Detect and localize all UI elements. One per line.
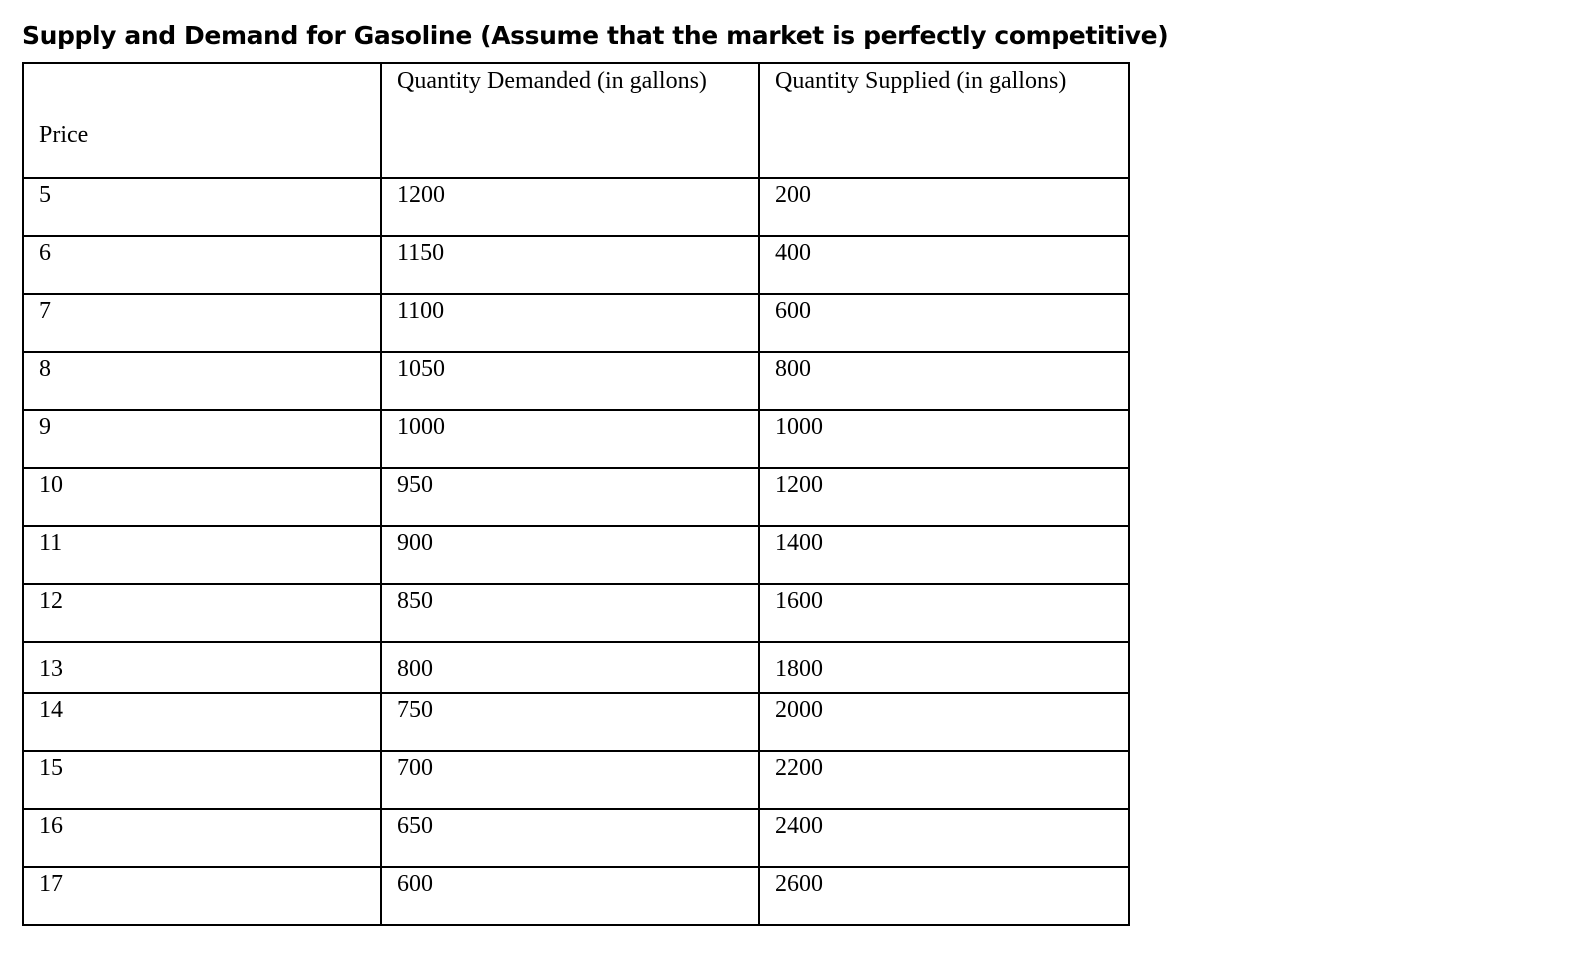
quantity-supplied-cell: 1400 [759,526,1129,584]
quantity-demanded-cell: 1100 [381,294,759,352]
header-price: Price [23,63,381,178]
quantity-demanded-cell: 650 [381,809,759,867]
quantity-demanded-cell: 800 [381,642,759,693]
table-row [23,468,1129,526]
quantity-demanded-cell: 600 [381,867,759,925]
table-row [23,867,1129,925]
price-cell: 12 [23,584,381,642]
table-row [23,236,1129,294]
price-cell: 15 [23,751,381,809]
price-cell: 11 [23,526,381,584]
quantity-demanded-cell: 1150 [381,236,759,294]
price-cell: 5 [23,178,381,236]
price-cell: 14 [23,693,381,751]
quantity-demanded-cell: 950 [381,468,759,526]
quantity-demanded-cell: 1050 [381,352,759,410]
quantity-supplied-cell: 2200 [759,751,1129,809]
quantity-supplied-cell: 800 [759,352,1129,410]
price-cell: 6 [23,236,381,294]
price-cell: 10 [23,468,381,526]
quantity-demanded-cell: 700 [381,751,759,809]
header-quantity-supplied: Quantity Supplied (in gallons) [759,63,1129,178]
quantity-supplied-cell: 200 [759,178,1129,236]
table-row [23,809,1129,867]
quantity-demanded-cell: 1000 [381,410,759,468]
table-row [23,352,1129,410]
table-row [23,526,1129,584]
quantity-supplied-cell: 2400 [759,809,1129,867]
quantity-supplied-cell: 1200 [759,468,1129,526]
price-cell: 7 [23,294,381,352]
quantity-supplied-cell: 2000 [759,693,1129,751]
quantity-demanded-cell: 750 [381,693,759,751]
table-row [23,693,1129,751]
table-row [23,751,1129,809]
quantity-supplied-cell: 1000 [759,410,1129,468]
quantity-supplied-cell: 1600 [759,584,1129,642]
table-row [23,584,1129,642]
quantity-demanded-cell: 900 [381,526,759,584]
quantity-supplied-cell: 2600 [759,867,1129,925]
table-row [23,642,1129,693]
quantity-supplied-cell: 600 [759,294,1129,352]
price-cell: 9 [23,410,381,468]
price-cell: 16 [23,809,381,867]
document-title: Supply and Demand for Gasoline (Assume that the market is perfectly competitive) [22,21,1169,50]
quantity-demanded-cell: 850 [381,584,759,642]
table-header-row [23,63,1129,178]
price-cell: 8 [23,352,381,410]
table-row [23,178,1129,236]
header-quantity-demanded: Quantity Demanded (in gallons) [381,63,759,178]
supply-demand-table [22,62,1130,926]
quantity-supplied-cell: 1800 [759,642,1129,693]
price-cell: 17 [23,867,381,925]
quantity-supplied-cell: 400 [759,236,1129,294]
price-cell: 13 [23,642,381,693]
quantity-demanded-cell: 1200 [381,178,759,236]
table-row [23,410,1129,468]
table-row [23,294,1129,352]
